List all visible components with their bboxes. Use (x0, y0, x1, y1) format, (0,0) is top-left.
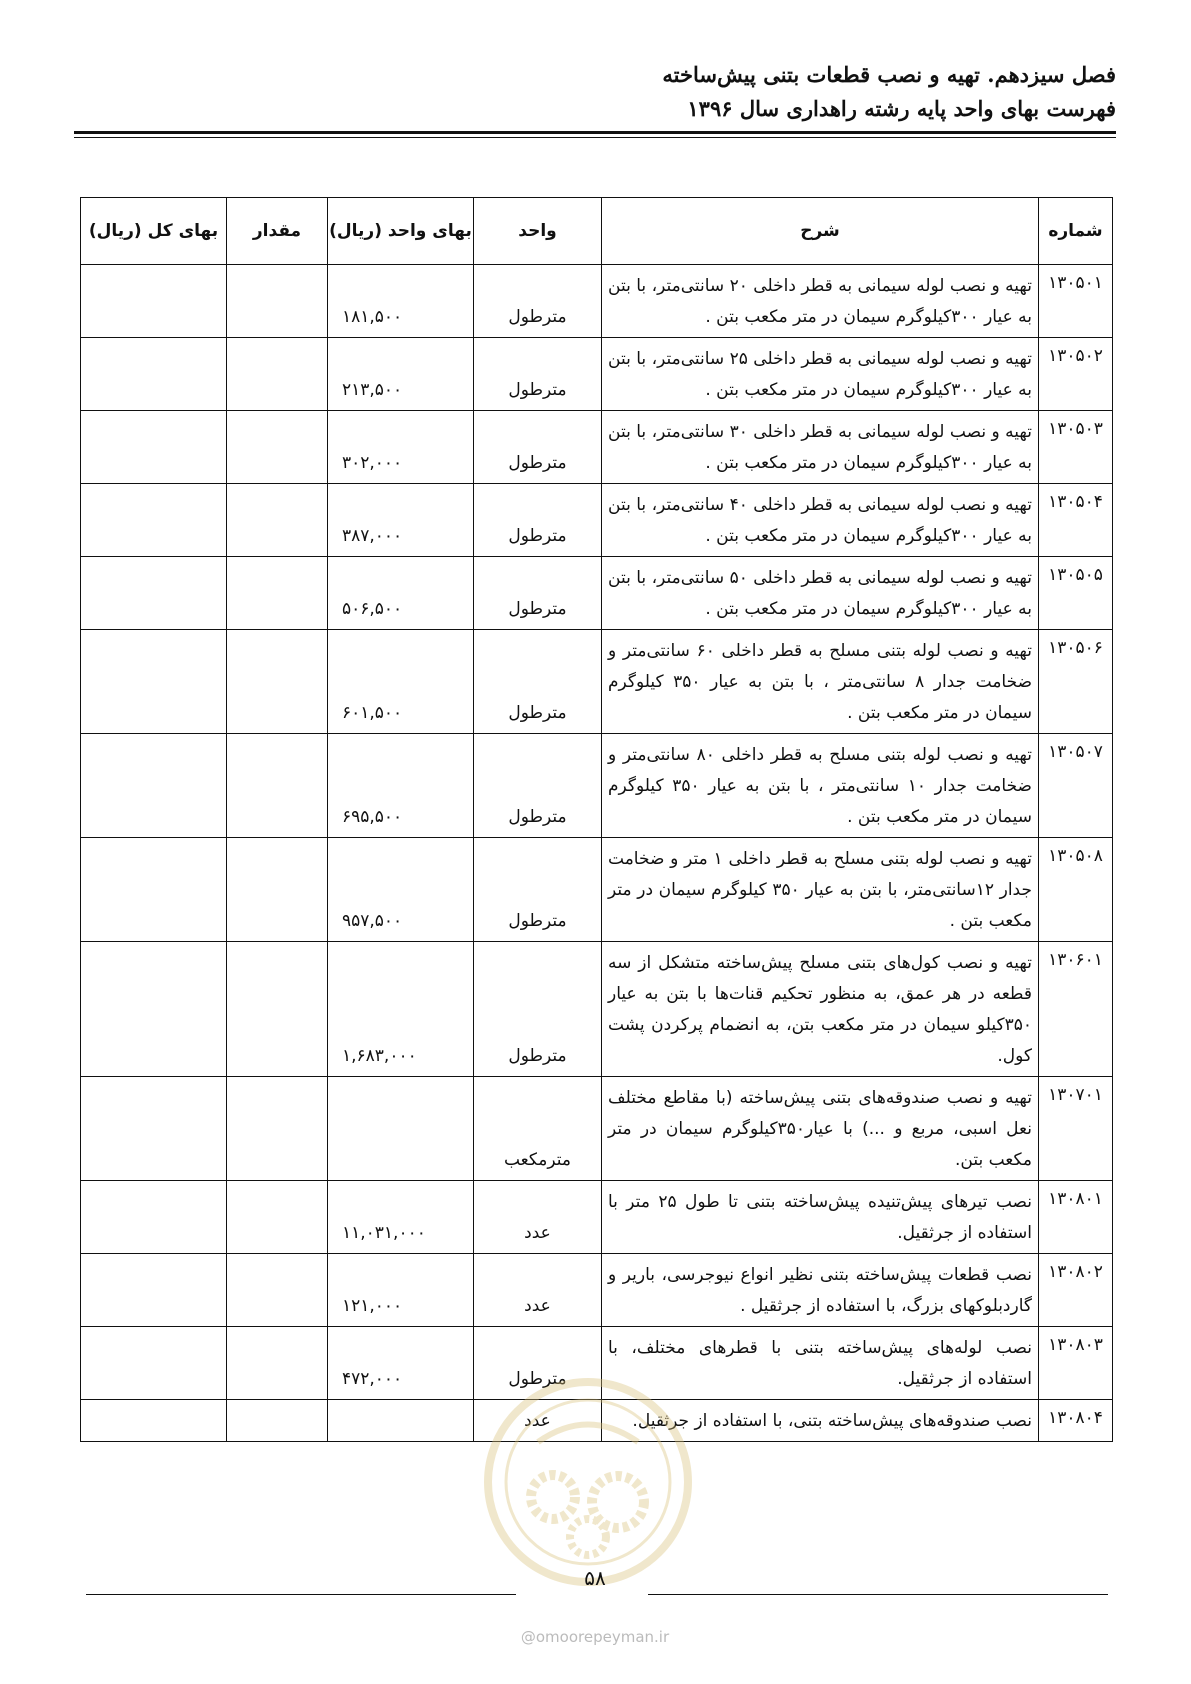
item-description: نصب قطعات پیش‌ساخته بتنی نظیر انواع نیوجرسی، باریر و گاردبلوکهای بزرگ، با استفاده از جرثقیل . (602, 1254, 1039, 1327)
col-header-qty: مقدار (227, 198, 328, 265)
item-unit: مترطول (474, 411, 602, 484)
item-total (81, 1077, 227, 1181)
item-qty (227, 338, 328, 411)
item-code: ۱۳۰۵۰۱ (1039, 265, 1113, 338)
chapter-title: فصل سیزدهم. تهیه و نصب قطعات بتنی پیش‌ساخته (662, 62, 1116, 87)
item-unit-price: ۱۲۱,۰۰۰ (328, 1254, 474, 1327)
item-unit: عدد (474, 1181, 602, 1254)
item-unit: مترطول (474, 557, 602, 630)
item-unit-price: ۶۰۱,۵۰۰ (328, 630, 474, 734)
item-code: ۱۳۰۵۰۷ (1039, 734, 1113, 838)
item-code: ۱۳۰۸۰۳ (1039, 1327, 1113, 1400)
table-row (81, 838, 1113, 942)
item-qty (227, 484, 328, 557)
item-total (81, 265, 227, 338)
item-total (81, 630, 227, 734)
item-unit: مترطول (474, 265, 602, 338)
item-total (81, 557, 227, 630)
item-total (81, 1254, 227, 1327)
col-header-code: شماره (1039, 198, 1113, 265)
table-row (81, 411, 1113, 484)
item-description: تهیه و نصب لوله بتنی مسلح به قطر داخلی ۸۰ سانتی‌متر و ضخامت جدار ۱۰ سانتی‌متر ، با بتن به عیار ۳۵۰ کیلوگرم سیمان در متر مکعب بتن . (602, 734, 1039, 838)
item-qty (227, 1327, 328, 1400)
item-unit-price: ۱۸۱,۵۰۰ (328, 265, 474, 338)
item-total (81, 484, 227, 557)
col-header-unit-price: بهای واحد (ریال) (328, 198, 474, 265)
item-unit-price (328, 1400, 474, 1442)
item-unit-price (328, 1077, 474, 1181)
item-unit: مترطول (474, 484, 602, 557)
item-unit: مترطول (474, 734, 602, 838)
watermark-text: @omoorepeyman.ir (520, 1628, 670, 1646)
watermark-seal-logo (478, 1372, 698, 1592)
item-qty (227, 942, 328, 1077)
page-number: ۵۸ (584, 1566, 606, 1590)
item-description: تهیه و نصب لوله سیمانی به قطر داخلی ۲۵ سانتی‌متر، با بتن به عیار ۳۰۰کیلوگرم سیمان در متر مکعب بتن . (602, 338, 1039, 411)
item-unit: مترطول (474, 338, 602, 411)
item-description: نصب لوله‌های پیش‌ساخته بتنی با قطرهای مختلف، با استفاده از جرثقیل. (602, 1327, 1039, 1400)
item-code: ۱۳۰۵۰۵ (1039, 557, 1113, 630)
item-unit: عدد (474, 1254, 602, 1327)
footer-rule-left (86, 1594, 516, 1595)
item-description: نصب تیرهای پیش‌تنیده پیش‌ساخته بتنی تا طول ۲۵ متر با استفاده از جرثقیل. (602, 1181, 1039, 1254)
item-qty (227, 734, 328, 838)
item-unit-price: ۳۸۷,۰۰۰ (328, 484, 474, 557)
item-description: تهیه و نصب لوله سیمانی به قطر داخلی ۳۰ سانتی‌متر، با بتن به عیار ۳۰۰کیلوگرم سیمان در متر مکعب بتن . (602, 411, 1039, 484)
table-row (81, 484, 1113, 557)
item-unit-price: ۹۵۷,۵۰۰ (328, 838, 474, 942)
item-qty (227, 411, 328, 484)
item-unit-price: ۶۹۵,۵۰۰ (328, 734, 474, 838)
item-total (81, 338, 227, 411)
item-unit: مترطول (474, 838, 602, 942)
item-unit-price: ۱۱,۰۳۱,۰۰۰ (328, 1181, 474, 1254)
item-qty (227, 1400, 328, 1442)
item-total (81, 734, 227, 838)
table-row (81, 942, 1113, 1077)
item-total (81, 1181, 227, 1254)
item-description: تهیه و نصب لوله بتنی مسلح به قطر داخلی ۱ متر و ضخامت جدار ۱۲سانتی‌متر، با بتن به عیار ۳۵۰ کیلوگرم سیمان در متر مکعب بتن . (602, 838, 1039, 942)
item-code: ۱۳۰۸۰۲ (1039, 1254, 1113, 1327)
item-unit-price: ۲۱۳,۵۰۰ (328, 338, 474, 411)
item-qty (227, 557, 328, 630)
item-unit-price: ۵۰۶,۵۰۰ (328, 557, 474, 630)
item-unit: مترطول (474, 630, 602, 734)
item-unit-price: ۴۷۲,۰۰۰ (328, 1327, 474, 1400)
item-qty (227, 265, 328, 338)
table-row (81, 1254, 1113, 1327)
list-title: فهرست بهای واحد پایه رشته راهداری سال ۱۳۹۶ (687, 96, 1116, 121)
item-total (81, 411, 227, 484)
table-row (81, 1181, 1113, 1254)
item-total (81, 838, 227, 942)
item-total (81, 1400, 227, 1442)
item-unit: مترمکعب (474, 1077, 602, 1181)
item-code: ۱۳۰۵۰۸ (1039, 838, 1113, 942)
item-code: ۱۳۰۸۰۴ (1039, 1400, 1113, 1442)
item-code: ۱۳۰۵۰۴ (1039, 484, 1113, 557)
item-qty (227, 1254, 328, 1327)
table-row (81, 338, 1113, 411)
table-row (81, 265, 1113, 338)
item-qty (227, 1077, 328, 1181)
col-header-unit: واحد (474, 198, 602, 265)
item-qty (227, 630, 328, 734)
item-description: تهیه و نصب لوله سیمانی به قطر داخلی ۲۰ سانتی‌متر، با بتن به عیار ۳۰۰کیلوگرم سیمان در متر مکعب بتن . (602, 265, 1039, 338)
item-code: ۱۳۰۵۰۲ (1039, 338, 1113, 411)
item-code: ۱۳۰۵۰۶ (1039, 630, 1113, 734)
price-table (80, 197, 1113, 1442)
item-unit: مترطول (474, 1327, 602, 1400)
item-code: ۱۳۰۷۰۱ (1039, 1077, 1113, 1181)
page-header (76, 58, 1116, 126)
table-row (81, 734, 1113, 838)
item-unit-price: ۱,۶۸۳,۰۰۰ (328, 942, 474, 1077)
item-qty (227, 1181, 328, 1254)
item-description: تهیه و نصب لوله سیمانی به قطر داخلی ۵۰ سانتی‌متر، با بتن به عیار ۳۰۰کیلوگرم سیمان در متر مکعب بتن . (602, 557, 1039, 630)
col-header-total: بهای کل (ریال) (81, 198, 227, 265)
table-header-row (81, 198, 1113, 265)
table-row (81, 1077, 1113, 1181)
item-total (81, 942, 227, 1077)
item-unit: عدد (474, 1400, 602, 1442)
item-unit-price: ۳۰۲,۰۰۰ (328, 411, 474, 484)
item-code: ۱۳۰۸۰۱ (1039, 1181, 1113, 1254)
header-rule-thick (74, 131, 1116, 134)
table-row (81, 630, 1113, 734)
item-description: تهیه و نصب صندوقه‌های بتنی پیش‌ساخته (با مقاطع مختلف نعل اسبی، مربع و ...) با عیار۳۵۰کیلوگرم سیمان در متر مکعب بتن. (602, 1077, 1039, 1181)
footer-rule-right (648, 1594, 1108, 1595)
item-total (81, 1327, 227, 1400)
header-rule-thin (74, 137, 1116, 138)
item-code: ۱۳۰۶۰۱ (1039, 942, 1113, 1077)
item-description: تهیه و نصب کول‌های بتنی مسلح پیش‌ساخته متشکل از سه قطعه در هر عمق، به منظور تحکیم قنات‌ها با بتن به عیار ۳۵۰کیلو سیمان در متر مکعب بتن، به انضمام پرکردن پشت کول. (602, 942, 1039, 1077)
col-header-desc: شرح (602, 198, 1039, 265)
item-description: نصب صندوقه‌های پیش‌ساخته بتنی، با استفاده از جرثقیل. (602, 1400, 1039, 1442)
item-code: ۱۳۰۵۰۳ (1039, 411, 1113, 484)
item-qty (227, 838, 328, 942)
item-unit: مترطول (474, 942, 602, 1077)
item-description: تهیه و نصب لوله سیمانی به قطر داخلی ۴۰ سانتی‌متر، با بتن به عیار ۳۰۰کیلوگرم سیمان در متر مکعب بتن . (602, 484, 1039, 557)
table-row (81, 557, 1113, 630)
item-description: تهیه و نصب لوله بتنی مسلح به قطر داخلی ۶۰ سانتی‌متر و ضخامت جدار ۸ سانتی‌متر ، با بتن به عیار ۳۵۰ کیلوگرم سیمان در متر مکعب بتن . (602, 630, 1039, 734)
